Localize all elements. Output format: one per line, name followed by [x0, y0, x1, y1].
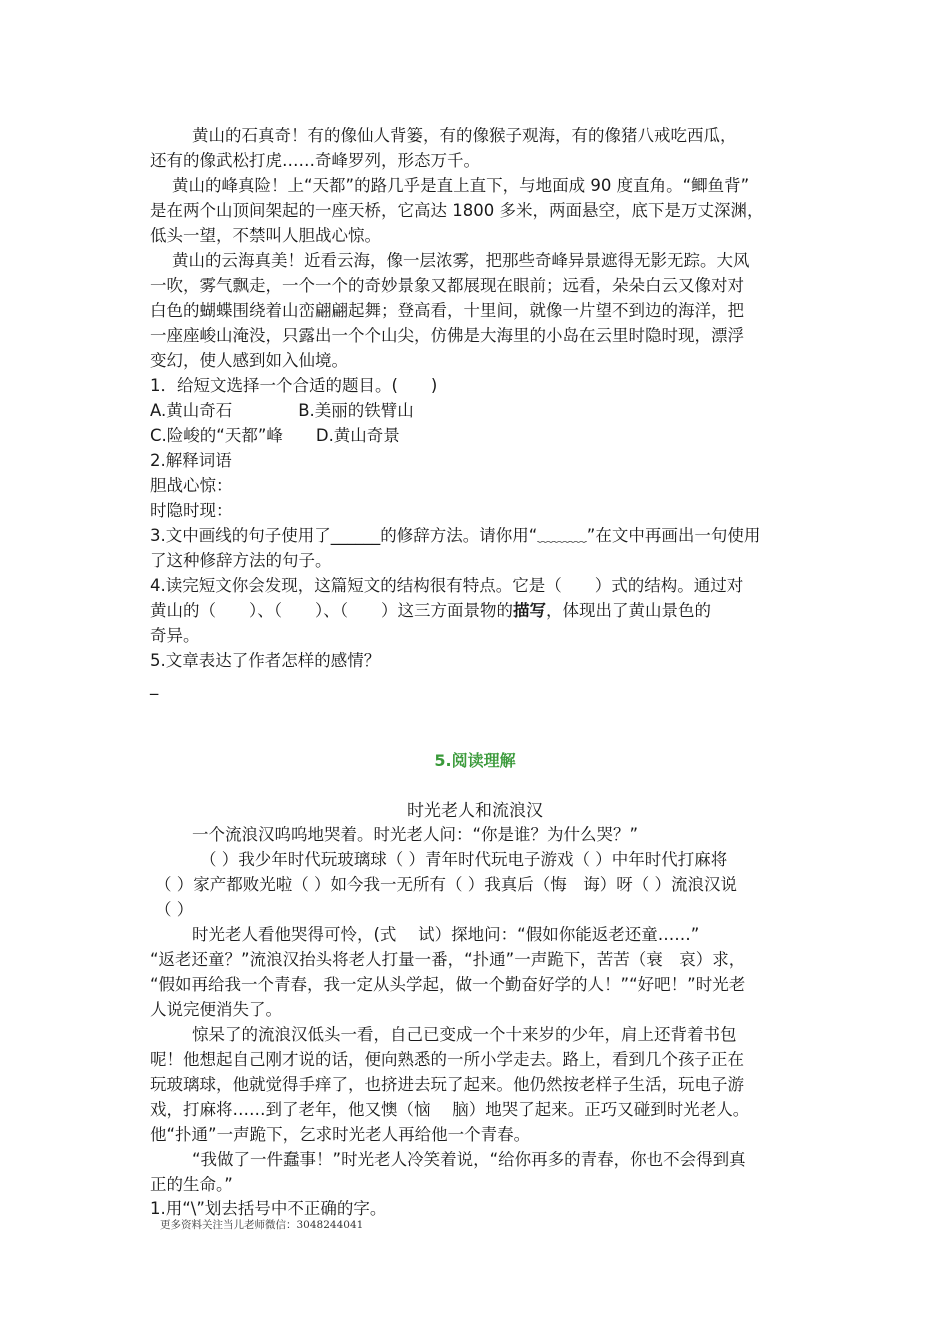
passage2-line-5: 时光老人看他哭得可怜，(式 试）探地问：“假如你能返老还童……”: [192, 925, 700, 944]
question-2-term-1: 胆战心惊：: [150, 476, 233, 495]
question-3-line-2: 了这种修辞方法的句子。: [150, 551, 332, 570]
passage2-question-1: 1.用“\”划去括号中不正确的字。: [150, 1199, 387, 1218]
passage2-line-4: （ ）: [155, 900, 194, 919]
passage1-line-6: 黄山的云海真美！近看云海，像一层浓雾，把那些奇峰异景遮得无影无踪。大风: [172, 251, 750, 270]
passage2-line-3: （ ）家产都败光啦（ ）如今我一无所有（ ）我真后（悔 诲）呀（ ）流浪汉说: [155, 875, 737, 894]
question-4-bold-word: 描写: [513, 601, 546, 620]
question-2-term-2: 时隐时现：: [150, 501, 233, 520]
question-5: 5.文章表达了作者怎样的感情？: [150, 651, 381, 670]
passage2-line-12: 戏，打麻将……到了老年，他又懊（恼 脑）地哭了起来。正巧又碰到时光老人。: [150, 1100, 750, 1119]
passage1-line-4: 是在两个山顶间架起的一座天桥，它高达 1800 多米，两面悬空，底下是万丈深渊，: [150, 201, 764, 220]
passage1-line-7: 一吹，雾气飘走，一个一个的奇妙景象又都展现在眼前；远看，朵朵白云又像对对: [150, 276, 744, 295]
passage2-line-2: （ ）我少年时代玩玻璃球（ ）青年时代玩电子游戏（ ）中年时代打麻将: [200, 850, 728, 869]
passage1-line-9: 一座座峻山淹没，只露出一个个山尖，仿佛是大海里的小岛在云里时隐时现，漂浮: [150, 326, 744, 345]
question-4-line-3: 奇异。: [150, 626, 200, 645]
question-1-options-cd: C.险峻的“天都”峰 D.黄山奇景: [150, 426, 400, 445]
question-2: 2.解释词语: [150, 451, 232, 470]
question-1: 1．给短文选择一个合适的题目。( ): [150, 376, 438, 395]
passage1-line-5: 低头一望，不禁叫人胆战心惊。: [150, 226, 381, 245]
passage2-line-14: “我做了一件蠢事！”时光老人冷笑着说，“给你再多的青春，你也不会得到真: [192, 1150, 746, 1169]
answer-blank: _: [150, 676, 159, 695]
passage2-line-15: 正的生命。”: [150, 1175, 233, 1194]
section-heading: 5.阅读理解: [434, 751, 516, 770]
passage2-line-8: 人说完便消失了。: [150, 1000, 282, 1019]
passage1-line-10: 变幻，使人感到如入仙境。: [150, 351, 348, 370]
question-1-options-ab: A.黄山奇石 B.美丽的铁臂山: [150, 401, 414, 420]
question-4-line-2-tail: ，体现出了黄山景色的: [546, 601, 711, 620]
passage2-line-10: 呢！他想起自己刚才说的话，便向熟悉的一所小学走去。路上，看到几个孩子正在: [150, 1050, 744, 1069]
footer-note: 更多资料关注当儿老师微信：3048244041: [160, 1219, 364, 1231]
passage2-line-11: 玩玻璃球，他就觉得手痒了，也挤进去玩了起来。他仍然按老样子生活，玩电子游: [150, 1075, 744, 1094]
passage2-line-6: “返老还童？”流浪汉抬头将老人打量一番，“扑通”一声跪下，苦苦（衰 哀）求，: [150, 950, 746, 969]
passage1-line-1: 黄山的石真奇！有的像仙人背篓，有的像猴子观海，有的像猪八戒吃西瓜，: [192, 126, 737, 145]
passage2-line-1: 一个流浪汉呜呜地哭着。时光老人问：“你是谁？为什么哭？”: [192, 825, 639, 844]
passage2-line-13: 他“扑通”一声跪下，乞求时光老人再给他一个青春。: [150, 1125, 531, 1144]
question-3-line-1: 3.文中画线的句子使用了______的修辞方法。请你用“﹏﹏﹏”在文中再画出一句使用: [150, 526, 761, 545]
passage1-line-8: 白色的蝴蝶围绕着山峦翩翩起舞；登高看，十里间，就像一片望不到边的海洋，把: [150, 301, 744, 320]
story-title: 时光老人和流浪汉: [407, 801, 543, 821]
passage2-line-9: 惊呆了的流浪汉低头一看，自己已变成一个十来岁的少年，肩上还背着书包: [192, 1025, 737, 1044]
passage2-line-7: “假如再给我一个青春，我一定从头学起，做一个勤奋好学的人！”“好吧！”时光老: [150, 975, 746, 994]
question-4-line-2: [150, 598, 711, 623]
passage1-line-3: 黄山的峰真险！上“天都”的路几乎是直上直下，与地面成 90 度直角。“鲫鱼背”: [172, 176, 750, 195]
question-4-line-1: 4.读完短文你会发现，这篇短文的结构很有特点。它是（ ）式的结构。通过对: [150, 576, 744, 595]
passage1-line-2: 还有的像武松打虎……奇峰罗列，形态万千。: [150, 151, 480, 170]
question-4-line-2-text: 黄山的（ ）、（ ）、（ ）这三方面景物的: [150, 601, 513, 620]
